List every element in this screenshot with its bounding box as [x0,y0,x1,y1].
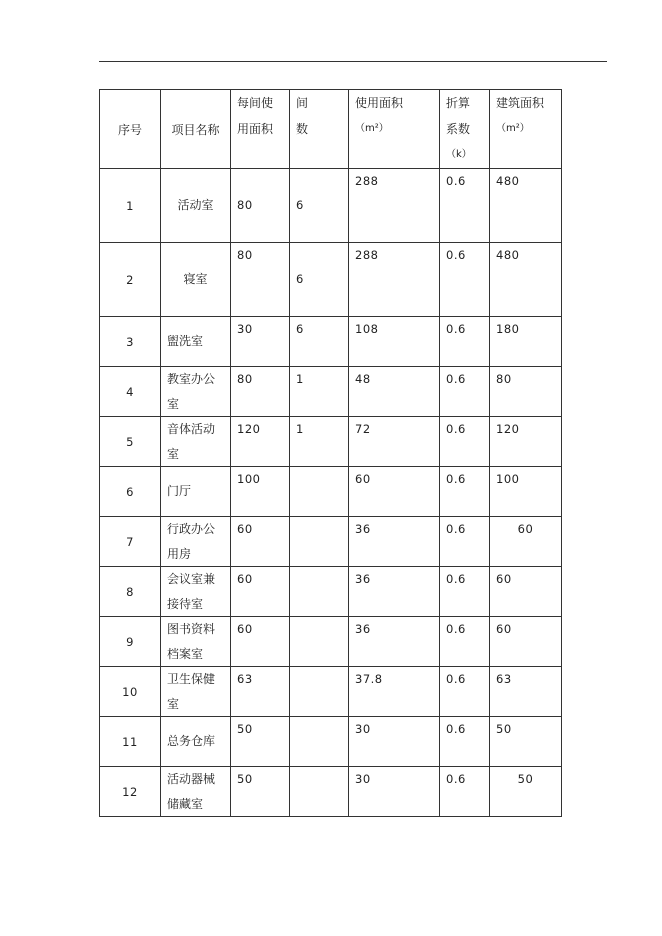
cell-factor: 0.6 [440,517,490,567]
cell-count: 1 [290,367,349,417]
cell-use-area: 72 [349,417,440,467]
cell-factor: 0.6 [440,169,490,243]
cell-unit-area: 63 [231,667,290,717]
cell-unit-area: 60 [231,617,290,667]
cell-unit-area: 60 [231,567,290,617]
header-rule [99,61,607,62]
cell-use-area: 36 [349,567,440,617]
cell-build-area: 50 [490,717,562,767]
cell-build-area: 120 [490,417,562,467]
cell-factor: 0.6 [440,367,490,417]
cell-use-area: 36 [349,617,440,667]
cell-factor: 0.6 [440,767,490,817]
cell-unit-area: 30 [231,317,290,367]
cell-unit-area: 80 [231,243,290,317]
cell-name: 图书资料 档案室 [161,617,231,667]
cell-build-area: 80 [490,367,562,417]
table-row [100,169,562,243]
cell-seq: 4 [100,367,161,417]
cell-count: 6 [290,317,349,367]
table-row [100,243,562,317]
cell-seq: 3 [100,317,161,367]
cell-factor: 0.6 [440,467,490,517]
cell-unit-area: 120 [231,417,290,467]
cell-seq: 1 [100,169,161,243]
cell-count [290,517,349,567]
table-row [100,617,562,667]
table-row [100,717,562,767]
cell-use-area: 108 [349,317,440,367]
cell-use-area: 288 [349,243,440,317]
cell-name: 行政办公 用房 [161,517,231,567]
table-row [100,317,562,367]
header-build-area: 建筑面积 （m²） [490,90,562,169]
cell-count [290,667,349,717]
cell-build-area: 63 [490,667,562,717]
cell-build-area: 50 [490,767,562,817]
cell-count [290,717,349,767]
cell-use-area: 36 [349,517,440,567]
cell-unit-area: 50 [231,767,290,817]
cell-count: 6 [290,243,349,317]
cell-build-area: 60 [490,617,562,667]
cell-factor: 0.6 [440,667,490,717]
cell-seq: 7 [100,517,161,567]
cell-name: 门厅 [161,467,231,517]
header-seq: 序号 [100,90,161,169]
cell-build-area: 480 [490,169,562,243]
cell-unit-area: 50 [231,717,290,767]
header-use-area: 使用面积 （m²） [349,90,440,169]
cell-name: 教室办公 室 [161,367,231,417]
table-row [100,767,562,817]
cell-build-area: 480 [490,243,562,317]
cell-use-area: 30 [349,767,440,817]
cell-count [290,567,349,617]
cell-name: 卫生保健 室 [161,667,231,717]
cell-factor: 0.6 [440,317,490,367]
cell-build-area: 180 [490,317,562,367]
table-row [100,467,562,517]
header-factor: 折算 系数 （k） [440,90,490,169]
cell-name: 寝室 [161,243,231,317]
area-table [99,89,562,817]
cell-unit-area: 60 [231,517,290,567]
cell-count: 6 [290,169,349,243]
cell-unit-area: 100 [231,467,290,517]
cell-count [290,467,349,517]
cell-use-area: 30 [349,717,440,767]
table-row [100,417,562,467]
cell-use-area: 37.8 [349,667,440,717]
cell-seq: 2 [100,243,161,317]
cell-factor: 0.6 [440,617,490,667]
cell-name: 音体活动 室 [161,417,231,467]
cell-name: 盥洗室 [161,317,231,367]
cell-name: 总务仓库 [161,717,231,767]
header-unit-area: 每间使 用面积 [231,90,290,169]
cell-seq: 12 [100,767,161,817]
cell-factor: 0.6 [440,567,490,617]
cell-count: 1 [290,417,349,467]
table-row [100,517,562,567]
cell-factor: 0.6 [440,243,490,317]
header-count: 间 数 [290,90,349,169]
cell-use-area: 60 [349,467,440,517]
cell-factor: 0.6 [440,417,490,467]
table-row [100,567,562,617]
table-header-row [100,90,562,169]
cell-use-area: 288 [349,169,440,243]
cell-seq: 11 [100,717,161,767]
cell-unit-area: 80 [231,367,290,417]
cell-unit-area: 80 [231,169,290,243]
cell-name: 活动室 [161,169,231,243]
cell-build-area: 60 [490,567,562,617]
cell-count [290,617,349,667]
cell-seq: 6 [100,467,161,517]
cell-count [290,767,349,817]
cell-name: 会议室兼 接待室 [161,567,231,617]
header-name: 项目名称 [161,90,231,169]
table-row [100,667,562,717]
cell-seq: 8 [100,567,161,617]
cell-seq: 5 [100,417,161,467]
cell-build-area: 100 [490,467,562,517]
cell-build-area: 60 [490,517,562,567]
cell-use-area: 48 [349,367,440,417]
cell-factor: 0.6 [440,717,490,767]
table-row [100,367,562,417]
cell-seq: 9 [100,617,161,667]
cell-name: 活动器械 储藏室 [161,767,231,817]
cell-seq: 10 [100,667,161,717]
